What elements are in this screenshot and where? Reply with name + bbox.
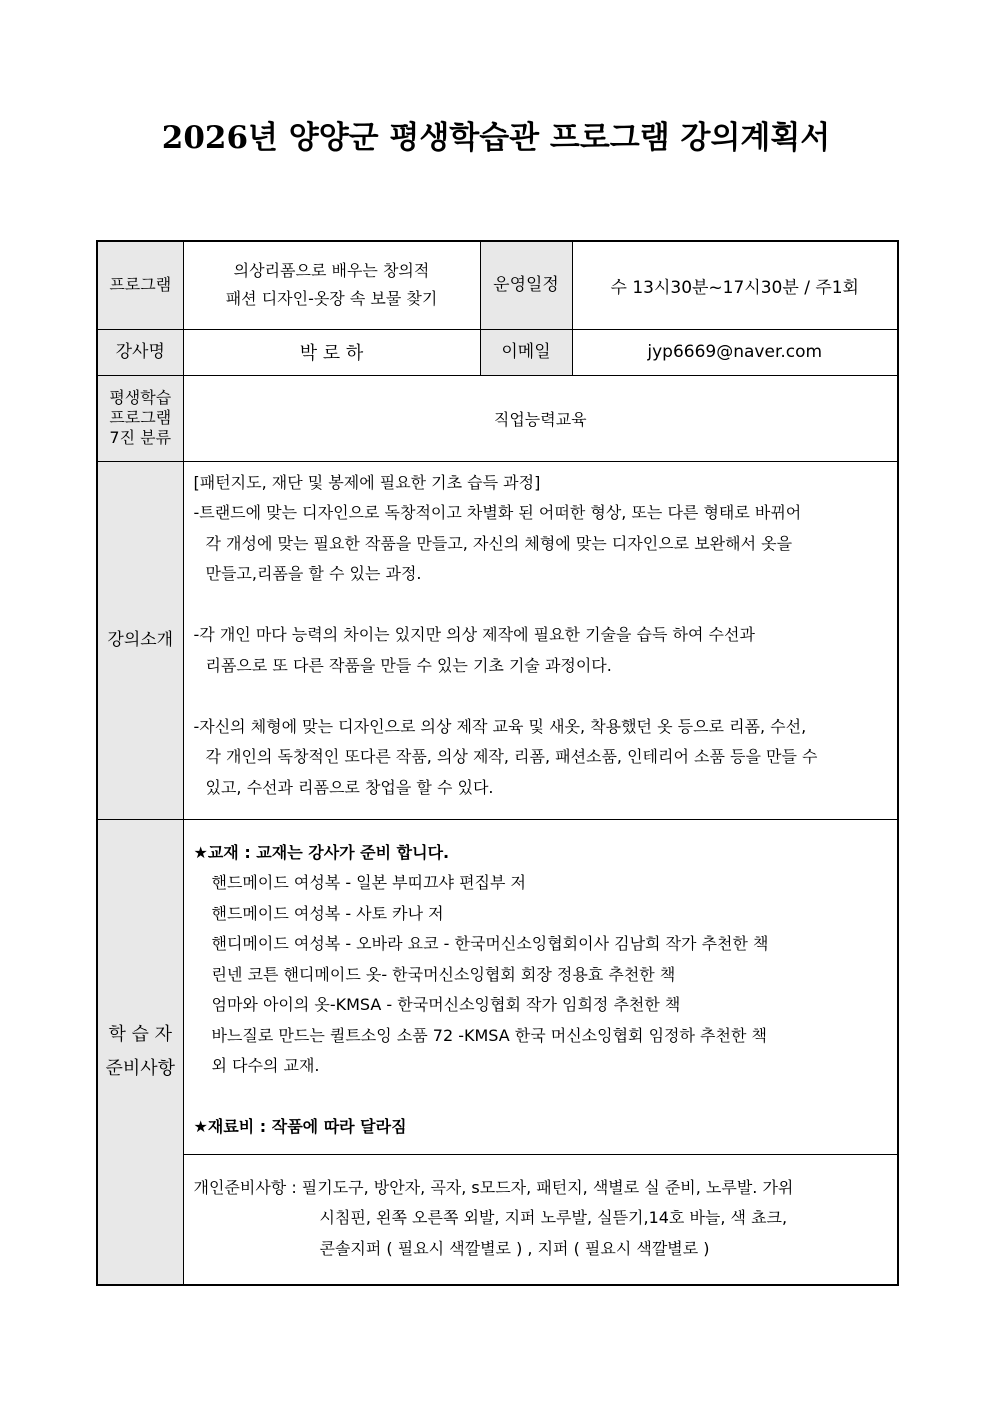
book-item: 핸드메이드 여성복 - 사토 카나 저 <box>211 903 444 923</box>
intro-spacer <box>194 590 888 621</box>
book-item: 핸드메이드 여성복 - 일본 부띠끄샤 편집부 저 <box>211 873 526 892</box>
personal-prep <box>183 1154 898 1285</box>
category-value: 직업능력교육 <box>183 375 898 461</box>
intro-line: 각 개인의 독창적인 또다른 작품, 의상 제작, 리폼, 패션소품, 인테리어 소품 등을 만들 수 <box>205 747 818 766</box>
document-title: 2026년 양양군 평생학습관 프로그램 강의계획서 <box>161 120 831 156</box>
category-row <box>97 375 898 461</box>
instructor-row <box>97 329 898 375</box>
program-row <box>97 241 898 329</box>
intro-line: 리폼으로 또 다른 작품을 만들 수 있는 기초 기술 과정이다. <box>205 655 612 675</box>
prep-label <box>97 819 183 1285</box>
lecture-plan-table <box>96 240 899 1286</box>
prep-label-line2: 준비사항 <box>105 1057 176 1079</box>
intro-line: 각 개성에 맞는 필요한 작품을 만들고, 자신의 체형에 맞는 디자인으로 보완해서 옷을 <box>205 533 793 553</box>
prep-spacer <box>194 1082 888 1113</box>
intro-row <box>97 461 898 819</box>
intro-line: 만들고,리폼을 할 수 있는 과정. <box>205 564 422 583</box>
instructor-name: 박 로 하 <box>183 329 480 375</box>
program-name-line1: 의상리폼으로 배우는 창의적 <box>233 261 430 281</box>
intro-line: -자신의 체형에 맞는 디자인으로 의상 제작 교육 및 새옷, 착용했던 옷 등으로 리폼, 수선, <box>193 716 807 736</box>
intro-line: -트랜드에 맞는 디자인으로 독창적이고 차별화 된 어떠한 형상, 또는 다른 형태로 바뀌어 <box>193 503 802 522</box>
email-value: jyp6669@naver.com <box>572 329 898 375</box>
material-fee: ★재료비 : 작품에 따라 달라짐 <box>193 1117 407 1136</box>
book-item: 바느질로 만드는 퀼트소잉 소품 72 -KMSA 한국 머신소잉협회 임정하 추천한 책 <box>211 1025 767 1045</box>
personal-prep-line2: 시침핀, 왼쪽 오른쪽 외발, 지퍼 노루발, 실뜯기,14호 바늘, 색 쵸크, <box>319 1208 788 1227</box>
intro-spacer <box>194 681 888 712</box>
category-label-line1: 평생학습 <box>109 388 172 407</box>
program-name <box>183 241 480 329</box>
program-name-line2: 패션 디자인-옷장 속 보물 찾기 <box>225 289 438 309</box>
schedule-value: 수 13시30분~17시30분 / 주1회 <box>572 241 898 329</box>
email-label: 이메일 <box>480 329 572 375</box>
instructor-label: 강사명 <box>97 329 183 375</box>
category-label <box>97 375 183 461</box>
prep-row <box>97 819 898 1154</box>
personal-prep-line3: 콘솔지퍼 ( 필요시 색깔별로 ) , 지퍼 ( 필요시 색깔별로 ) <box>319 1238 710 1258</box>
intro-label: 강의소개 <box>97 461 183 819</box>
intro-line: -각 개인 마다 능력의 차이는 있지만 의상 제작에 필요한 기술을 습득 하여 수선과 <box>193 625 755 644</box>
schedule-label: 운영일정 <box>480 241 572 329</box>
intro-line: 있고, 수선과 리폼으로 창업을 할 수 있다. <box>205 777 494 797</box>
book-item: 핸디메이드 여성복 - 오바라 요코 - 한국머신소잉협회이사 김남희 작가 추천한 책 <box>211 934 769 953</box>
category-label-line3: 7진 분류 <box>109 428 172 447</box>
book-item: 외 다수의 교재. <box>211 1056 320 1075</box>
book-item: 엄마와 아이의 옷-KMSA - 한국머신소잉협회 작가 임희정 추천한 책 <box>211 995 681 1014</box>
textbook-section <box>183 819 898 1154</box>
prep-label-line1: 학 습 자 <box>108 1023 173 1045</box>
intro-content <box>183 461 898 819</box>
program-label: 프로그램 <box>97 241 183 329</box>
textbook-heading: ★교재 : 교재는 강사가 준비 합니다. <box>193 842 450 862</box>
personal-prep-line1: 개인준비사항 : 필기도구, 방안자, 곡자, s모드자, 패턴지, 색별로 실 준비, 노루발. 가위 <box>193 1177 794 1197</box>
personal-prep-row <box>97 1154 898 1285</box>
category-label-line2: 프로그램 <box>109 408 172 427</box>
intro-heading: [패턴지도, 재단 및 봉제에 필요한 기초 습득 과정] <box>193 472 541 492</box>
book-item: 린넨 코튼 핸디메이드 옷- 한국머신소잉협회 회장 정용효 추천한 책 <box>211 964 676 984</box>
